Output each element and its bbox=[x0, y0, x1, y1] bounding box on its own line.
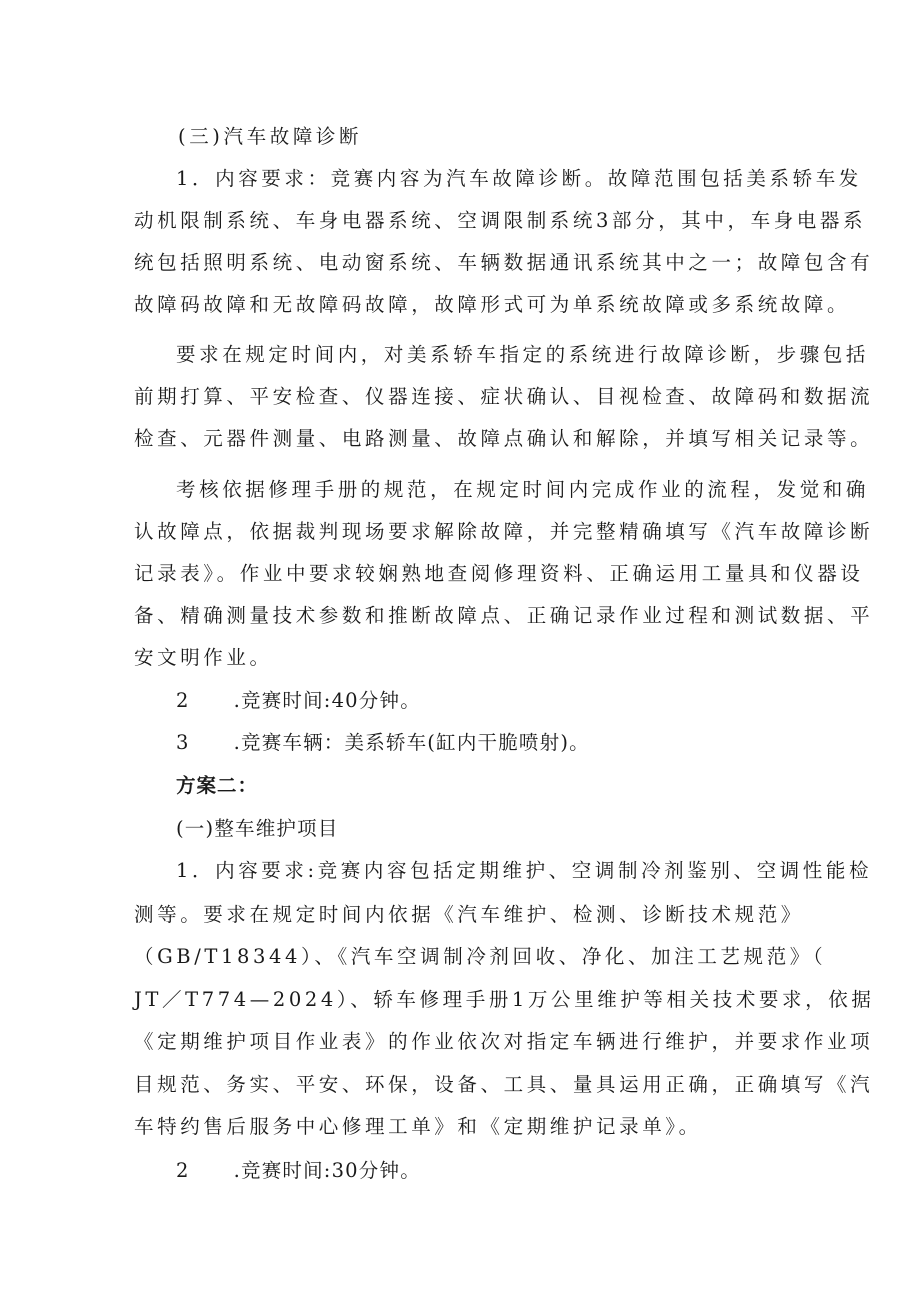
maint-item1-line-5: 《定期维护项目作业表》的作业依次对指定车辆进行维护，并要求作业项 bbox=[134, 1030, 874, 1053]
maint-item1-line-7: 车特约售后服务中心修理工单》和《定期维护记录单》。 bbox=[134, 1115, 702, 1138]
assessment-line-3: 记录表》。作业中要求较娴熟地查阅修理资料、正确运用工量具和仪器设 bbox=[134, 562, 864, 585]
item3-competition-vehicle bbox=[176, 730, 590, 756]
item1-line-2: 动机限制系统、车身电器系统、空调限制系统3部分，其中，车身电器系 bbox=[134, 209, 867, 232]
assessment-line-2: 认故障点，依据裁判现场要求解除故障，并完整精确填写《汽车故障诊断 bbox=[134, 520, 874, 543]
maint-item1-line-4: JT／T774—2024）、轿车修理手册1万公里维护等相关技术要求，依据 bbox=[134, 988, 875, 1011]
maint-item1-line-6: 目规范、务实、平安、环保，设备、工具、量具运用正确，正确填写《汽 bbox=[134, 1073, 874, 1096]
maint-item1-line-2: 测等。要求在规定时间内依据《汽车维护、检测、诊断技术规范》 bbox=[134, 903, 804, 926]
item1-line-4: 故障码故障和无故障码故障，故障形式可为单系统故障或多系统故障。 bbox=[134, 293, 851, 316]
maint-item1-line-1: 1．内容要求:竞赛内容包括定期维护、空调制冷剂鉴别、空调性能检 bbox=[176, 859, 873, 882]
assessment-line-1: 考核依据修理手册的规范，在规定时间内完成作业的流程，发觉和确 bbox=[176, 478, 870, 501]
assessment-line-4: 备、精确测量技术参数和推断故障点、正确记录作业过程和测试数据、平 bbox=[134, 604, 874, 627]
subsection-heading-vehicle-maintenance: (一)整车维护项目 bbox=[176, 817, 339, 840]
item3-text: .竞赛车辆：美系轿车(缸内干脆喷射)。 bbox=[233, 731, 590, 754]
item2-competition-time bbox=[176, 688, 421, 714]
section-heading-fault-diagnosis: (三)汽车故障诊断 bbox=[178, 125, 363, 148]
item3-number: 3 bbox=[176, 731, 190, 754]
steps-line-3: 检查、元器件测量、电路测量、故障点确认和解除，并填写相关记录等。 bbox=[134, 427, 874, 450]
maint-item2-text: .竞赛时间:30分钟。 bbox=[233, 1159, 421, 1182]
item1-line-1: 1．内容要求：竞赛内容为汽车故障诊断。故障范围包括美系轿车发 bbox=[176, 167, 862, 190]
item2-number: 2 bbox=[176, 689, 190, 712]
steps-line-2: 前期打算、平安检查、仪器连接、症状确认、目视检查、故障码和数据流 bbox=[134, 385, 874, 408]
item2-text: .竞赛时间:40分钟。 bbox=[233, 689, 421, 712]
item1-line-3: 统包括照明系统、电动窗系统、车辆数据通讯系统其中之一；故障包含有 bbox=[134, 251, 874, 274]
assessment-line-5: 安文明作业。 bbox=[134, 646, 273, 669]
maint-item1-line-3: （GB/T18344）、《汽车空调制冷剂回收、净化、加注工艺规范》（ bbox=[134, 945, 827, 968]
maint-item2-competition-time bbox=[176, 1158, 421, 1184]
plan-two-heading: 方案二： bbox=[176, 774, 259, 797]
maint-item2-number: 2 bbox=[176, 1159, 190, 1182]
steps-line-1: 要求在规定时间内，对美系轿车指定的系统进行故障诊断，步骤包括 bbox=[176, 343, 870, 366]
